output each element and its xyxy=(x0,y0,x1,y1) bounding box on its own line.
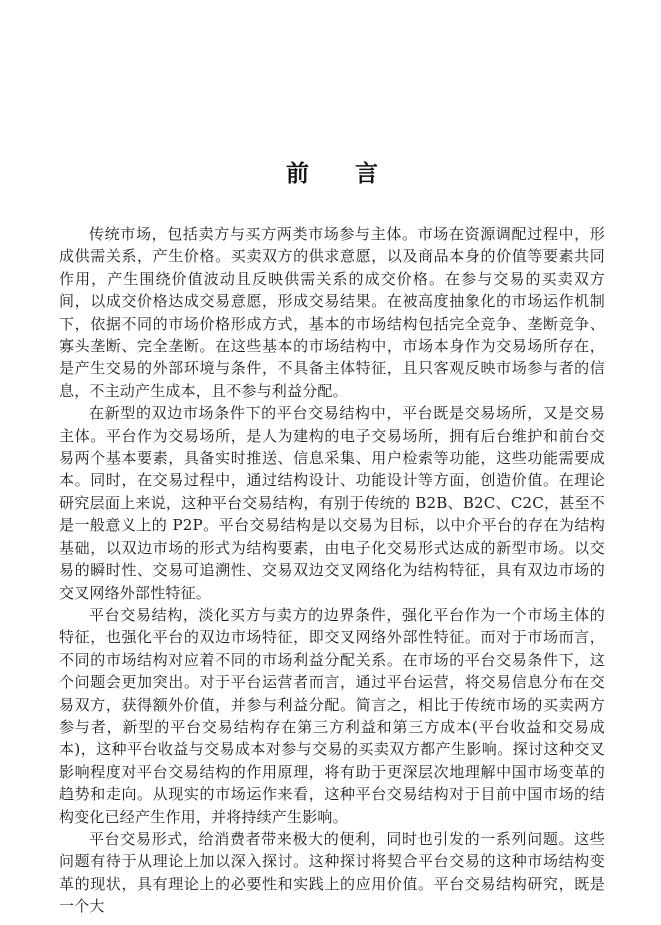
preface-paragraph: 平台交易结构，淡化买方与卖方的边界条件，强化平台作为一个市场主体的特征，也强化平台的双边市场特征，即交叉网络外部性特征。而对于市场而言，不同的市场结构对应着不同的市场利益分配关系。在市场的平台交易条件下，这个问题会更加突出。对于平台运营者而言，通过平台运营，将交易信息分布在交易双方，获得额外价值，并参与利益分配。简言之，相比于传统市场的买卖两方参与者，新型的平台交易结构存在第三方利益和第三方成本(平台收益和交易成本)，这种平台收益与交易成本对参与交易的买卖双方都产生影响。探讨这种交叉影响程度对平台交易结构的作用原理，将有助于更深层次地理解中国市场变革的趋势和走向。从现实的市场运作来看，这种平台交易结构对于目前中国市场的结构变化已经产生作用，并将持续产生影响。 xyxy=(59,605,605,826)
preface-paragraph: 传统市场，包括卖方与买方两类市场参与主体。市场在资源调配过程中，形成供需关系，产生价格。买卖双方的供求意愿，以及商品本身的价值等要素共同作用，产生围绕价值波动且反映供需关系的成交价格。在参与交易的买卖双方间，以成交价格达成交易意愿，形成交易结果。在被高度抽象化的市场运作机制下，依据不同的市场价格形成方式，基本的市场结构包括完全竞争、垄断竞争、寡头垄断、完全垄断。在这些基本的市场结构中，市场本身作为交易场所存在，是产生交易的外部环境与条件，不具备主体特征，且只客观反映市场参与者的信息，不主动产生成本，且不参与利益分配。 xyxy=(59,225,605,400)
preface-paragraph: 在新型的双边市场条件下的平台交易结构中，平台既是交易场所，又是交易主体。平台作为交易场所，是人为建构的电子交易场所，拥有后台维护和前台交易两个基本要素，具备实时推送、信息采集、用户检索等功能，这些功能需要成本。同时，在交易过程中，通过结构设计、功能设计等方面，创造价值。在理论研究层面上来说，这种平台交易结构，有别于传统的 B2B、B2C、C2C，甚至不是一般意义上的 P2P。平台交易结构是以交易为目标，以中介平台的存在为结构基础，以双边市场的形式为结构要素，由电子化交易形式达成的新型市场。以交易的瞬时性、交易可追溯性、交易双边交叉网络化为结构特征，具有双边市场的交叉网络外部性特征。 xyxy=(59,404,605,602)
preface-content xyxy=(59,223,605,918)
preface-title: 前 言 xyxy=(286,160,378,187)
preface-paragraph: 平台交易形式，给消费者带来极大的便利，同时也引发的一系列问题。这些问题有待于从理论上加以深入探讨。这种探讨将契合平台交易的这种市场结构变革的现状，具有理论上的必要性和实践上的应用价值。平台交易结构研究，既是一个大 xyxy=(59,829,605,916)
